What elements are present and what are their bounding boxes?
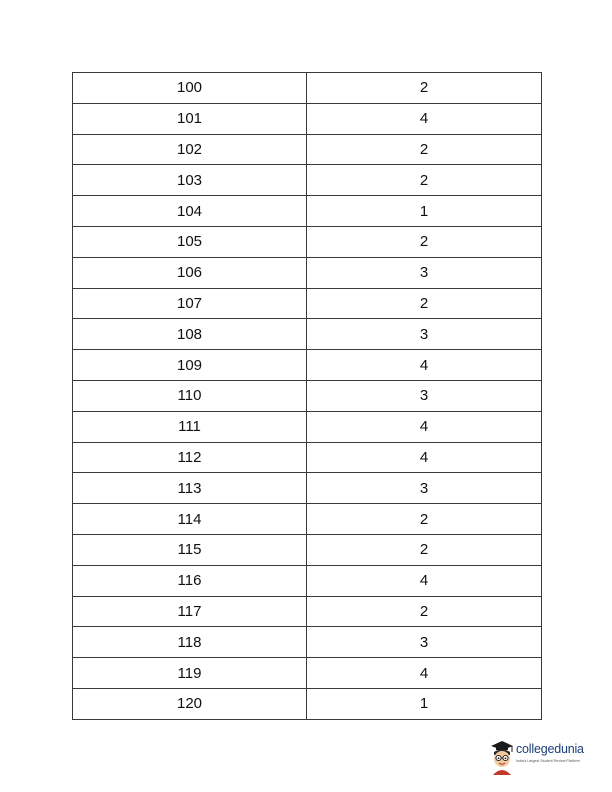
table-row (73, 257, 542, 288)
table-row (73, 688, 542, 719)
table-row (73, 534, 542, 565)
answer-option-cell: 3 (307, 257, 542, 288)
student-mascot-icon (488, 738, 516, 776)
table-row (73, 319, 542, 350)
table-row (73, 73, 542, 104)
answer-option-cell: 4 (307, 565, 542, 596)
question-number-cell: 100 (73, 73, 307, 104)
answer-option-cell: 4 (307, 103, 542, 134)
table-row (73, 442, 542, 473)
question-number-cell: 107 (73, 288, 307, 319)
table-row (73, 658, 542, 689)
answer-option-cell: 2 (307, 165, 542, 196)
question-number-cell: 115 (73, 534, 307, 565)
table-row (73, 380, 542, 411)
answer-option-cell: 1 (307, 196, 542, 227)
table-row (73, 473, 542, 504)
question-number-cell: 112 (73, 442, 307, 473)
question-number-cell: 110 (73, 380, 307, 411)
answer-option-cell: 2 (307, 226, 542, 257)
collegedunia-logo (488, 738, 604, 778)
answer-key-body (73, 73, 542, 720)
question-number-cell: 108 (73, 319, 307, 350)
question-number-cell: 106 (73, 257, 307, 288)
question-number-cell: 109 (73, 350, 307, 381)
answer-option-cell: 2 (307, 73, 542, 104)
answer-option-cell: 3 (307, 473, 542, 504)
brand-tagline: India's Largest Student Review Platform (516, 759, 580, 763)
answer-option-cell: 3 (307, 319, 542, 350)
table-row (73, 196, 542, 227)
table-row (73, 103, 542, 134)
question-number-cell: 104 (73, 196, 307, 227)
table-row (73, 165, 542, 196)
answer-option-cell: 4 (307, 658, 542, 689)
table-row (73, 350, 542, 381)
table-row (73, 504, 542, 535)
answer-option-cell: 3 (307, 627, 542, 658)
question-number-cell: 102 (73, 134, 307, 165)
question-number-cell: 103 (73, 165, 307, 196)
answer-option-cell: 4 (307, 411, 542, 442)
answer-option-cell: 2 (307, 288, 542, 319)
table-row (73, 134, 542, 165)
answer-option-cell: 2 (307, 504, 542, 535)
question-number-cell: 113 (73, 473, 307, 504)
answer-option-cell: 1 (307, 688, 542, 719)
table-row (73, 596, 542, 627)
question-number-cell: 119 (73, 658, 307, 689)
question-number-cell: 101 (73, 103, 307, 134)
answer-option-cell: 2 (307, 596, 542, 627)
answer-option-cell: 2 (307, 134, 542, 165)
table-row (73, 288, 542, 319)
question-number-cell: 116 (73, 565, 307, 596)
question-number-cell: 114 (73, 504, 307, 535)
question-number-cell: 120 (73, 688, 307, 719)
question-number-cell: 111 (73, 411, 307, 442)
answer-option-cell: 2 (307, 534, 542, 565)
answer-option-cell: 3 (307, 380, 542, 411)
question-number-cell: 117 (73, 596, 307, 627)
table-row (73, 565, 542, 596)
question-number-cell: 118 (73, 627, 307, 658)
question-number-cell: 105 (73, 226, 307, 257)
answer-option-cell: 4 (307, 350, 542, 381)
answer-key-table (72, 72, 542, 720)
brand-name: collegedunia (516, 742, 584, 756)
table-row (73, 627, 542, 658)
table-row (73, 226, 542, 257)
table-row (73, 411, 542, 442)
answer-option-cell: 4 (307, 442, 542, 473)
